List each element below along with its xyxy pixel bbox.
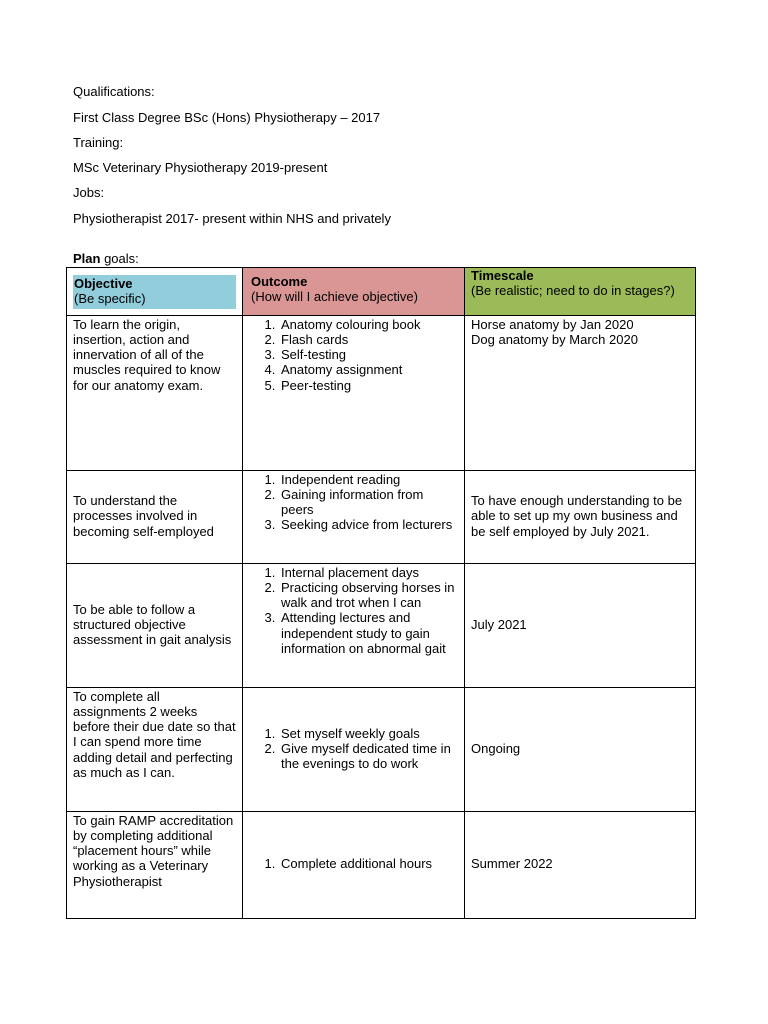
timescale-cell xyxy=(465,315,696,470)
outcome-item: 3. Attending lectures and independent study to gain information on abnormal gait xyxy=(279,610,458,656)
outcome-cell xyxy=(243,315,465,470)
qualifications-label: Qualifications: xyxy=(73,84,155,99)
timescale-line: Horse anatomy by Jan 2020 xyxy=(471,316,634,332)
outcome-cell xyxy=(243,470,465,563)
table-row xyxy=(67,687,696,811)
table-row xyxy=(67,315,696,470)
outcome-item: 2. Practicing observing horses in walk and trot when I can xyxy=(279,580,458,611)
timescale-cell: Ongoing xyxy=(465,687,696,811)
timescale-cell: July 2021 xyxy=(465,563,696,687)
outcome-list xyxy=(249,565,458,657)
outcome-cell xyxy=(243,811,465,918)
training-label: Training: xyxy=(73,135,124,150)
timescale-header xyxy=(465,268,696,316)
jobs-label: Jobs: xyxy=(73,185,105,200)
outcome-list xyxy=(249,472,458,533)
plan-goals-table xyxy=(66,267,696,919)
objective-header-box xyxy=(73,275,236,309)
outcome-item: 3. Self-testing xyxy=(279,347,458,362)
outcome-item: 4. Anatomy assignment xyxy=(279,362,458,377)
outcome-list xyxy=(249,317,458,393)
outcome-subtitle: (How will I achieve objective) xyxy=(251,289,418,305)
outcome-item: 1. Set myself weekly goals xyxy=(279,726,458,741)
objective-cell: To learn the origin, insertion, action and innervation of all of the muscles required to know for our anatomy exam. xyxy=(67,315,243,470)
outcome-list xyxy=(249,726,458,772)
objective-title: Objective xyxy=(74,276,133,291)
timescale-cell: To have enough understanding to be able to set up my own business and be self employed by July 2021. xyxy=(465,470,696,563)
plan-bold: Plan xyxy=(73,251,101,266)
timescale-line: Dog anatomy by March 2020 xyxy=(471,331,638,347)
timescale-cell: Summer 2022 xyxy=(465,811,696,918)
outcome-cell xyxy=(243,687,465,811)
outcome-item: 2. Give myself dedicated time in the evenings to do work xyxy=(279,741,458,772)
header-row xyxy=(67,268,696,316)
plan-rest: goals: xyxy=(100,251,139,266)
outcome-item: 5. Peer-testing xyxy=(279,378,458,393)
job-text: Physiotherapist 2017- present within NHS and privately xyxy=(73,211,391,226)
table-row xyxy=(67,470,696,563)
objective-cell: To complete all assignments 2 weeks before their due date so that I can spend more time adding detail and perfecting as much as I can. xyxy=(67,687,243,811)
objective-cell: To gain RAMP accreditation by completing additional “placement hours” while working as a Veterinary Physiotherapist xyxy=(67,811,243,918)
outcome-item: 2. Flash cards xyxy=(279,332,458,347)
timescale-title: Timescale xyxy=(471,268,534,283)
objective-cell: To understand the processes involved in becoming self-employed xyxy=(67,470,243,563)
training-text: MSc Veterinary Physiotherapy 2019-present xyxy=(73,160,328,175)
outcome-list xyxy=(249,856,458,871)
objective-cell: To be able to follow a structured objective assessment in gait analysis xyxy=(67,563,243,687)
outcome-item: 1. Complete additional hours xyxy=(279,856,458,871)
timescale-subtitle: (Be realistic; need to do in stages?) xyxy=(471,283,675,299)
outcome-item: 3. Seeking advice from lecturers xyxy=(279,517,458,532)
plan-goals-heading xyxy=(73,251,139,266)
table-row xyxy=(67,811,696,918)
outcome-item: 1. Independent reading xyxy=(279,472,458,487)
outcome-item: 1. Internal placement days xyxy=(279,565,458,580)
objective-subtitle: (Be specific) xyxy=(74,291,146,307)
table-row xyxy=(67,563,696,687)
objective-header xyxy=(67,268,243,316)
qualification-text: First Class Degree BSc (Hons) Physiotherapy – 2017 xyxy=(73,110,381,125)
outcome-header xyxy=(243,268,465,316)
outcome-title: Outcome xyxy=(251,274,308,289)
outcome-item: 1. Anatomy colouring book xyxy=(279,317,458,332)
outcome-item: 2. Gaining information from peers xyxy=(279,487,458,518)
outcome-cell xyxy=(243,563,465,687)
